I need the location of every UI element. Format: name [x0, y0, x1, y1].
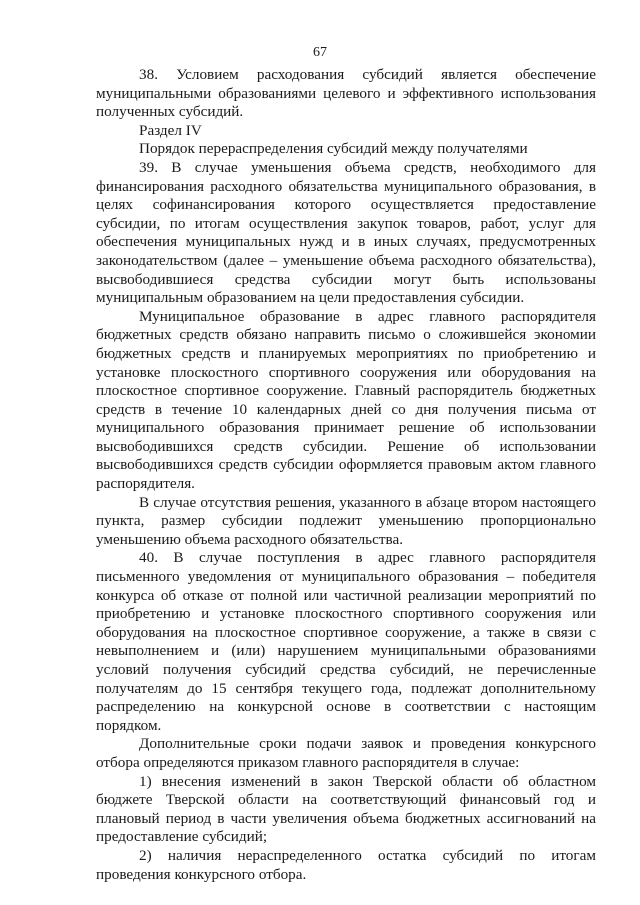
- page-number: 67: [313, 45, 327, 60]
- paragraph-38: 38. Условием расходования субсидий является обеспечение муниципальными образованиями целевого и эффективного использования полученных субсидий.: [96, 66, 596, 121]
- section-title: Раздел IV: [139, 121, 202, 139]
- list-item-1: 1) внесения изменений в закон Тверской области об областном бюджете Тверской области на соответствующий финансовый год и плановый период в части увеличения объема бюджетных ассигнований на предоставление субсидий;: [96, 772, 596, 846]
- paragraph-39: 39. В случае уменьшения объема средств, необходимого для финансирования расходного обязательства муниципального образования, в целях софинансирования которого осуществляется предоставление субсидии, по итогам осуществления закупок товаров, работ, услуг для обеспечения муниципальных нужд и в иных случаях, предусмотренных законодательством (далее – уменьшение объема расходного обязательства), высвободившиеся средства субсидии могут быть использованы муниципальным образованием на цели предоставления субсидии.: [96, 158, 596, 307]
- paragraph-39-part-2: Муниципальное образование в адрес главного распорядителя бюджетных средств обязано направить письмо о сложившейся экономии бюджетных средств и планируемых мероприятиях по приобретению и установке плоскостного спортивного сооружения или оборудования на плоскостное спортивное сооружение. Главный распорядитель бюджетных средств в течение 10 календарных дней со дня получения письма от муниципального образования принимает решение об использовании высвободившихся средств субсидии. Решение об использовании высвободившихся средств субсидии оформляется правовым актом главного распорядителя.: [96, 307, 596, 493]
- paragraph-40-part-2: Дополнительные сроки подачи заявок и проведения конкурсного отбора определяются приказом главного распорядителя в случае:: [96, 735, 596, 771]
- section-name: Порядок перераспределения субсидий между получателями: [139, 140, 528, 158]
- document-body: [96, 66, 596, 884]
- paragraph-39-part-3: В случае отсутствия решения, указанного в абзаце втором настоящего пункта, размер субсидии подлежит уменьшению пропорционально уменьшению объема расходного обязательства.: [96, 493, 596, 548]
- list-item-2: 2) наличия нераспределенного остатка субсидий по итогам проведения конкурсного отбора.: [96, 846, 596, 883]
- paragraph-40: 40. В случае поступления в адрес главного распорядителя письменного уведомления от муниципального образования – победителя конкурса об отказе от полной или частичной реализации мероприятий по приобретению и установке плоскостного спортивного сооружения или оборудования на плоскостное спортивное сооружение, а также в связи с невыполнением и (или) нарушением муниципальными образованиями условий получения субсидий средства субсидий, не перечисленные получателям до 15 сентября текущего года, подлежат дополнительному распределению на конкурсной основе в соответствии с настоящим порядком.: [96, 549, 596, 734]
